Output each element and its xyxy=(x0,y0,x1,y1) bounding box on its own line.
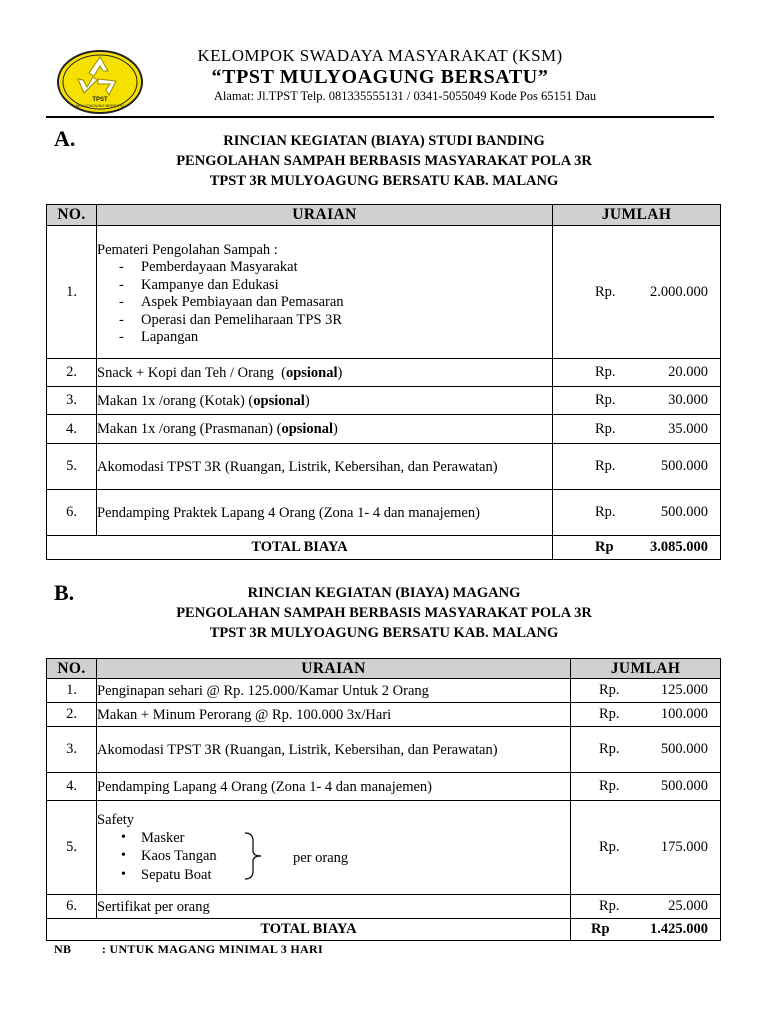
row-description xyxy=(97,226,553,359)
row-amount xyxy=(571,727,721,773)
footnote-label: NB xyxy=(54,942,72,956)
currency-label: Rp. xyxy=(595,392,616,408)
currency-label: Rp. xyxy=(595,458,616,474)
optional-tag: opsional xyxy=(281,421,334,437)
row-amount xyxy=(571,895,721,919)
optional-tag-close: ) xyxy=(304,392,310,409)
table-row xyxy=(47,801,721,895)
row-amount xyxy=(553,387,721,415)
amount-value: 500.000 xyxy=(660,458,708,474)
list-item: - Kampanye dan Edukasi xyxy=(119,277,552,295)
row-number: 6. xyxy=(47,895,97,919)
section-b-title xyxy=(120,583,648,643)
section-a-table xyxy=(46,204,721,560)
logo-text-top: TPST xyxy=(92,97,108,103)
row-number: 1. xyxy=(47,226,97,359)
logo-text-bottom: MULYOAGUNG BERSATU xyxy=(75,103,125,108)
optional-tag-open: ( xyxy=(248,392,254,409)
row-description: Akomodasi TPST 3R (Ruangan, Listrik, Kebersihan, dan Perawatan) xyxy=(97,444,553,490)
row-amount xyxy=(553,490,721,536)
currency-label: Rp xyxy=(591,921,610,937)
section-b-table xyxy=(46,658,721,941)
row-amount xyxy=(553,444,721,490)
currency-label: Rp. xyxy=(595,364,616,380)
column-header-uraian: URAIAN xyxy=(97,659,571,679)
optional-tag: opsional xyxy=(285,364,338,381)
table-row xyxy=(47,387,721,415)
column-header-uraian: URAIAN xyxy=(97,205,553,226)
optional-tag-close: ) xyxy=(337,364,343,381)
currency-label: Rp xyxy=(595,539,614,555)
optional-tag-close: ) xyxy=(333,421,338,437)
currency-label: Rp. xyxy=(599,898,620,914)
per-person-note: per orang xyxy=(293,849,349,866)
row-description-title: Pemateri Pengolahan Sampah : xyxy=(97,242,278,259)
row-description: Sertifikat per orang xyxy=(97,895,571,919)
section-b-title-line: RINCIAN KEGIATAN (BIAYA) MAGANG xyxy=(247,585,521,601)
row-description xyxy=(97,801,571,895)
list-item: • Kaos Tangan xyxy=(121,847,570,866)
amount-value: 2.000.000 xyxy=(650,283,708,300)
row-amount xyxy=(553,415,721,444)
amount-value: 100.000 xyxy=(660,706,708,722)
row-description-text: Makan 1x /orang (Prasmanan) xyxy=(97,421,273,437)
row-description: Penginapan sehari @ Rp. 125.000/Kamar Untuk 2 Orang xyxy=(97,679,571,703)
total-amount xyxy=(553,536,721,560)
list-item: - Pemberdayaan Masyarakat xyxy=(119,259,552,277)
amount-value: 500.000 xyxy=(660,741,708,757)
section-a-letter: A. xyxy=(54,126,76,151)
total-row xyxy=(47,536,721,560)
column-header-jumlah: JUMLAH xyxy=(553,205,721,226)
amount-value: 125.000 xyxy=(660,682,708,698)
table-row xyxy=(47,415,721,444)
section-b-title-line: PENGOLAHAN SAMPAH BERBASIS MASYARAKAT POLA 3R xyxy=(176,605,592,621)
total-label: TOTAL BIAYA xyxy=(47,919,571,941)
organization-address: Alamat: Jl.TPST Telp. 081335555131 / 0341-5055049 Kode Pos 65151 Dau xyxy=(213,89,597,103)
list-item: - Aspek Pembiayaan dan Pemasaran xyxy=(119,294,552,312)
recycle-icon xyxy=(56,49,144,115)
amount-value: 500.000 xyxy=(660,778,708,794)
row-description: Akomodasi TPST 3R (Ruangan, Listrik, Kebersihan, dan Perawatan) xyxy=(97,727,571,773)
row-description-text: Snack + Kopi dan Teh / Orang xyxy=(97,364,274,381)
currency-label: Rp. xyxy=(595,504,616,520)
amount-value: 30.000 xyxy=(668,392,708,408)
row-number: 4. xyxy=(47,773,97,801)
list-item: - Operasi dan Pemeliharaan TPS 3R xyxy=(119,312,552,330)
column-header-jumlah: JUMLAH xyxy=(571,659,721,679)
section-a-title-line: RINCIAN KEGIATAN (BIAYA) STUDI BANDING xyxy=(223,133,545,149)
row-number: 5. xyxy=(47,801,97,895)
row-number: 6. xyxy=(47,490,97,536)
row-amount xyxy=(571,679,721,703)
amount-value: 35.000 xyxy=(668,420,708,437)
row-description xyxy=(97,387,553,415)
table-row xyxy=(47,703,721,727)
table-row xyxy=(47,773,721,801)
row-description: Pendamping Lapang 4 Orang (Zona 1- 4 dan manajemen) xyxy=(97,773,571,801)
row-description: Makan + Minum Perorang @ Rp. 100.000 3x/Hari xyxy=(97,703,571,727)
organization-name: “TPST MULYOAGUNG BERSATU” xyxy=(211,66,549,88)
currency-label: Rp. xyxy=(599,839,620,855)
header-divider xyxy=(46,116,714,118)
total-label: TOTAL BIAYA xyxy=(47,536,553,560)
description-list xyxy=(97,259,552,347)
optional-tag-open: ( xyxy=(281,364,286,381)
row-description xyxy=(97,415,553,444)
row-description-text: Makan 1x /orang (Kotak) xyxy=(97,392,245,409)
row-amount xyxy=(571,801,721,895)
row-description-title: Safety xyxy=(97,811,135,828)
row-amount xyxy=(571,773,721,801)
table-row xyxy=(47,226,721,359)
currency-label: Rp. xyxy=(599,778,620,794)
table-header-row xyxy=(47,205,721,226)
currency-label: Rp. xyxy=(595,283,616,300)
row-number: 4. xyxy=(47,415,97,444)
amount-value: 500.000 xyxy=(660,504,708,520)
amount-value: 3.085.000 xyxy=(650,539,708,555)
row-number: 2. xyxy=(47,359,97,387)
column-header-no: NO. xyxy=(47,659,97,679)
currency-label: Rp. xyxy=(599,682,620,698)
organization-logo xyxy=(56,49,144,115)
amount-value: 25.000 xyxy=(668,898,708,914)
currency-label: Rp. xyxy=(599,741,620,757)
table-row xyxy=(47,444,721,490)
row-number: 2. xyxy=(47,703,97,727)
table-row xyxy=(47,490,721,536)
row-amount xyxy=(553,226,721,359)
table-row xyxy=(47,679,721,703)
list-item: • Masker xyxy=(121,829,570,848)
section-b-title-line: TPST 3R MULYOAGUNG BERSATU KAB. MALANG xyxy=(209,625,559,641)
currency-label: Rp. xyxy=(595,420,616,437)
amount-value: 20.000 xyxy=(668,364,708,380)
section-a-title-line: TPST 3R MULYOAGUNG BERSATU KAB. MALANG xyxy=(209,173,559,189)
row-number: 5. xyxy=(47,444,97,490)
row-description xyxy=(97,359,553,387)
table-row xyxy=(47,727,721,773)
section-a-title xyxy=(120,131,648,191)
total-amount xyxy=(571,919,721,941)
column-header-no: NO. xyxy=(47,205,97,226)
row-number: 1. xyxy=(47,679,97,703)
optional-tag-open: ( xyxy=(276,421,282,437)
footnote xyxy=(54,942,323,957)
amount-value: 175.000 xyxy=(660,839,708,855)
amount-value: 1.425.000 xyxy=(650,921,708,937)
section-a-title-line: PENGOLAHAN SAMPAH BERBASIS MASYARAKAT POLA 3R xyxy=(176,153,592,169)
row-amount xyxy=(553,359,721,387)
currency-label: Rp. xyxy=(599,706,620,722)
list-item: - Lapangan xyxy=(119,329,552,347)
row-number: 3. xyxy=(47,387,97,415)
list-item: • Sepatu Boat xyxy=(121,866,570,885)
table-row xyxy=(47,895,721,919)
optional-tag: opsional xyxy=(253,392,305,409)
section-b-letter: B. xyxy=(54,580,75,605)
row-description: Pendamping Praktek Lapang 4 Orang (Zona 1- 4 dan manajemen) xyxy=(97,490,553,536)
table-header-row xyxy=(47,659,721,679)
row-number: 3. xyxy=(47,727,97,773)
table-row xyxy=(47,359,721,387)
right-brace-icon xyxy=(243,831,265,881)
total-row xyxy=(47,919,721,941)
row-amount xyxy=(571,703,721,727)
footnote-text: : UNTUK MAGANG MINIMAL 3 HARI xyxy=(101,942,323,956)
organization-group: KELOMPOK SWADAYA MASYARAKAT (KSM) xyxy=(197,46,563,65)
